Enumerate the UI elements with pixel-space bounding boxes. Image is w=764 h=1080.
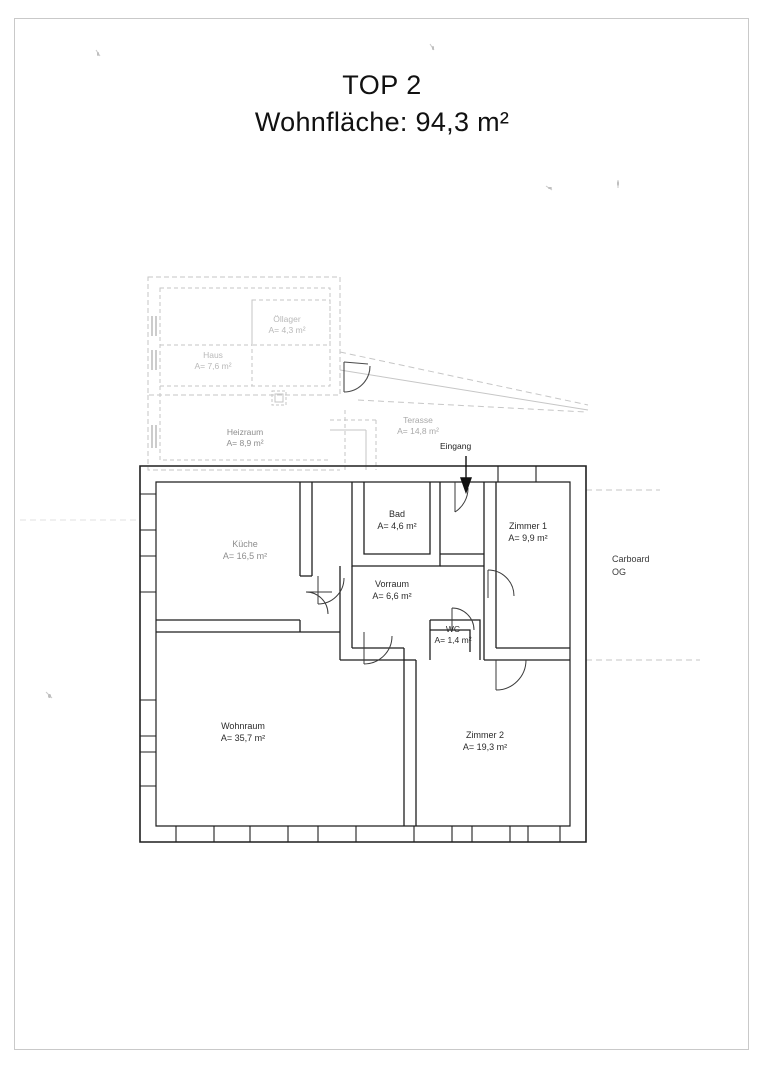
scan-speck [432, 46, 434, 50]
scan-speck [48, 694, 51, 698]
title-top: TOP 2 [342, 70, 422, 100]
side-note-line-1: Carboard [612, 554, 650, 564]
scan-speck [617, 181, 619, 186]
scan-speck [548, 187, 552, 189]
room-label-zimmer-1: Zimmer 1 A= 9,9 m² [508, 521, 548, 544]
room-label-oellager: Öllager A= 4,3 m² [268, 314, 306, 336]
room-label-wohnraum: Wohnraum A= 35,7 m² [220, 721, 266, 744]
room-label-heizraum: Heizraum A= 8,9 m² [226, 427, 264, 449]
room-label-kueche: Küche A= 16,5 m² [222, 539, 268, 562]
room-label-haus: Haus A= 7,6 m² [194, 350, 232, 372]
room-label-terrasse: Terasse A= 14,8 m² [397, 415, 439, 437]
room-label-vorraum: Vorraum A= 6,6 m² [372, 579, 412, 602]
room-label-wc: WC A= 1,4 m² [434, 624, 472, 646]
entrance-label: Eingang [440, 441, 472, 451]
side-note-line-2: OG [612, 566, 627, 577]
room-label-bad: Bad A= 4,6 m² [377, 509, 417, 532]
scan-speck [97, 52, 99, 56]
room-label-zimmer-2: Zimmer 2 A= 19,3 m² [462, 730, 508, 753]
side-note [612, 553, 650, 578]
title-living-area: Wohnfläche: 94,3 m² [254, 107, 510, 137]
